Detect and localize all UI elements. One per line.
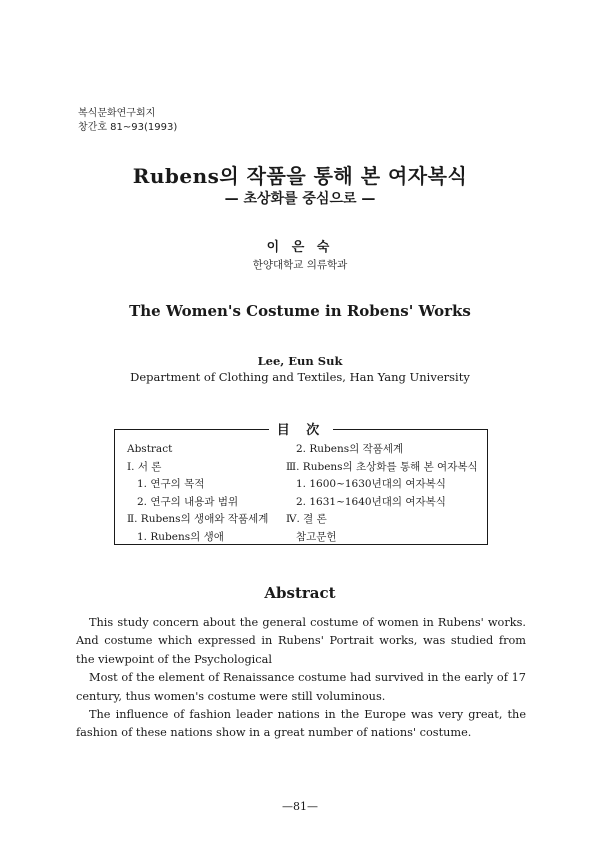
toc-item: 1. Rubens의 생애 bbox=[137, 530, 224, 543]
abstract-body bbox=[76, 614, 526, 743]
korean-subtitle: — 초상화를 중심으로 — bbox=[224, 191, 376, 207]
journal-issue: 창간호 81~93(1993) bbox=[78, 122, 178, 133]
toc-item: Ⅰ. 서 론 bbox=[127, 460, 162, 473]
table-of-contents bbox=[114, 423, 488, 545]
korean-affiliation: 한양대학교 의류학과 bbox=[252, 259, 348, 271]
toc-right-column bbox=[286, 441, 478, 546]
toc-heading-wrap bbox=[115, 419, 487, 438]
english-title: The Women's Costume in Robens' Works bbox=[129, 302, 471, 320]
toc-item: 1. 1600~1630년대의 여자복식 bbox=[296, 478, 446, 490]
korean-author: 이 은 숙 bbox=[266, 240, 334, 255]
toc-item: 참고문헌 bbox=[296, 530, 337, 543]
english-author: Lee, Eun Suk bbox=[257, 354, 343, 368]
toc-item: 2. 1631~1640년대의 여자복식 bbox=[296, 495, 446, 508]
toc-item: 2. 연구의 내용과 범위 bbox=[137, 495, 239, 508]
abstract-paragraph: Most of the element of Renaissance costume had survived in the early of 17 century, thus women's costume were still voluminous. bbox=[76, 671, 526, 703]
toc-item: Ⅱ. Rubens의 생애와 작품세계 bbox=[127, 513, 269, 525]
abstract-paragraph: The influence of fashion leader nations in the Europe was very great, the fashion of these nations show in a great number of nations' costume. bbox=[76, 708, 526, 740]
toc-item: Ⅲ. Rubens의 초상화를 통해 본 여자복식 bbox=[286, 460, 478, 473]
korean-title: Rubens의 작품을 통해 본 여자복식 bbox=[132, 164, 468, 188]
toc-left-column bbox=[127, 441, 268, 546]
abstract-paragraph: This study concern about the general costume of women in Rubens' works. And costume which expressed in Rubens' Portrait works, was studied from the viewpoint of the Psychological bbox=[76, 616, 526, 666]
toc-item: Abstract bbox=[127, 443, 173, 455]
toc-item: Ⅳ. 결 론 bbox=[286, 513, 327, 525]
abstract-heading: Abstract bbox=[264, 584, 336, 602]
english-affiliation: Department of Clothing and Textiles, Han Yang University bbox=[130, 370, 470, 384]
toc-heading: 目 次 bbox=[269, 423, 334, 438]
journal-name: 복식문화연구회지 bbox=[78, 108, 156, 119]
toc-item: 2. Rubens의 작품세계 bbox=[296, 443, 404, 455]
toc-item: 1. 연구의 목적 bbox=[137, 478, 205, 490]
page-number: —81— bbox=[282, 800, 318, 813]
journal-info bbox=[78, 107, 177, 135]
